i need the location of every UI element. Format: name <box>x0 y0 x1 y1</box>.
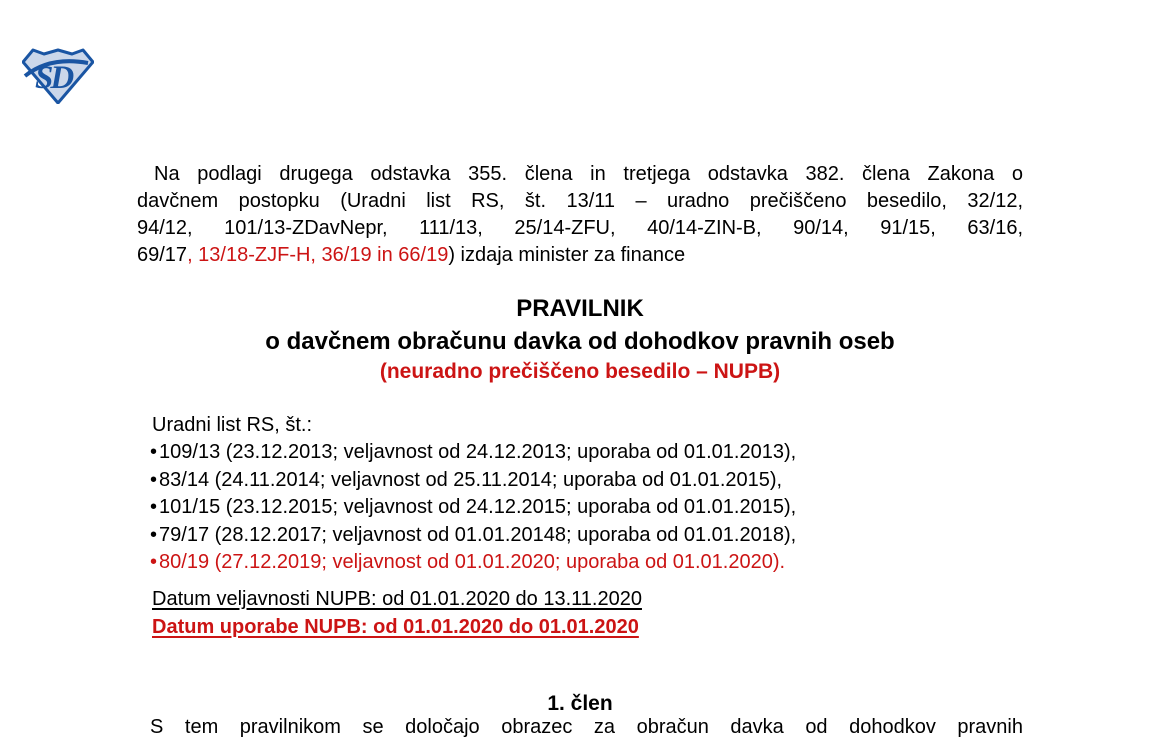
validity-block <box>152 585 642 641</box>
gazette-item-2 <box>150 467 796 495</box>
bullet-icon: • <box>150 468 158 491</box>
title-subtitle-red: (neuradno prečiščeno besedilo – NUPB) <box>379 360 781 383</box>
intro-line-2: davčnem postopku (Uradni list RS, št. 13/11 – uradno prečiščeno besedilo, 32/12, <box>137 190 1023 212</box>
intro-line4-black-end: ) izdaja minister za finance <box>448 244 686 266</box>
sd-shield-logo <box>22 46 94 104</box>
intro-line4-red-amendments: , 13/18-ZJF-H, 36/19 in 66/19 <box>187 244 449 266</box>
gazette-item-1 <box>150 439 796 467</box>
bullet-icon: • <box>150 441 158 463</box>
bullet-icon: • <box>150 496 158 518</box>
gazette-item-3 <box>150 494 796 522</box>
title-line-2: o davčnem obračunu davka od dohodkov pravnih oseb <box>265 328 895 355</box>
intro-line-4 <box>137 242 1023 269</box>
title-line-1: PRAVILNIK <box>516 295 644 322</box>
bullet-icon: • <box>150 551 158 573</box>
article-1-heading: 1. člen <box>547 692 613 715</box>
gazette-heading: Uradni list RS, št.: <box>152 414 313 436</box>
gazette-item-5 <box>150 549 796 577</box>
gazette-item-text: 109/13 (23.12.2013; veljavnost od 24.12.2013; uporaba od 01.01.2013), <box>159 441 797 463</box>
article-1-body-line: S tem pravilnikom se določajo obrazec za obračun davka od dohodkov pravnih <box>150 716 1023 738</box>
validity-date-line: Datum veljavnosti NUPB: od 01.01.2020 do 13.11.2020 <box>152 588 642 610</box>
gazette-item-4 <box>150 522 796 550</box>
usage-date-line: Datum uporabe NUPB: od 01.01.2020 do 01.01.2020 <box>152 616 639 638</box>
gazette-item-text: 83/14 (24.11.2014; veljavnost od 25.11.2014; uporaba od 01.01.2015), <box>159 468 783 491</box>
document-title-block <box>137 292 1023 386</box>
bullet-icon: • <box>150 523 158 546</box>
intro-line-3: 94/12, 101/13-ZDavNepr, 111/13, 25/14-ZFU, 40/14-ZIN-B, 90/14, 91/15, 63/16, <box>137 217 1023 239</box>
gazette-item-text: 101/15 (23.12.2015; veljavnost od 24.12.2015; uporaba od 01.01.2015), <box>159 496 797 518</box>
gazette-item-text: 79/17 (28.12.2017; veljavnost od 01.01.20148; uporaba od 01.01.2018), <box>159 523 797 546</box>
logo-letters: SD <box>35 60 72 96</box>
intro-line-1: Na podlagi drugega odstavka 355. člena in tretjega odstavka 382. člena Zakona o <box>154 163 1023 185</box>
intro-paragraph <box>137 161 1023 269</box>
gazette-item-text: 80/19 (27.12.2019; veljavnost od 01.01.2020; uporaba od 01.01.2020). <box>159 551 786 573</box>
intro-line4-black-start: 69/17 <box>137 244 188 266</box>
gazette-list <box>150 411 796 577</box>
